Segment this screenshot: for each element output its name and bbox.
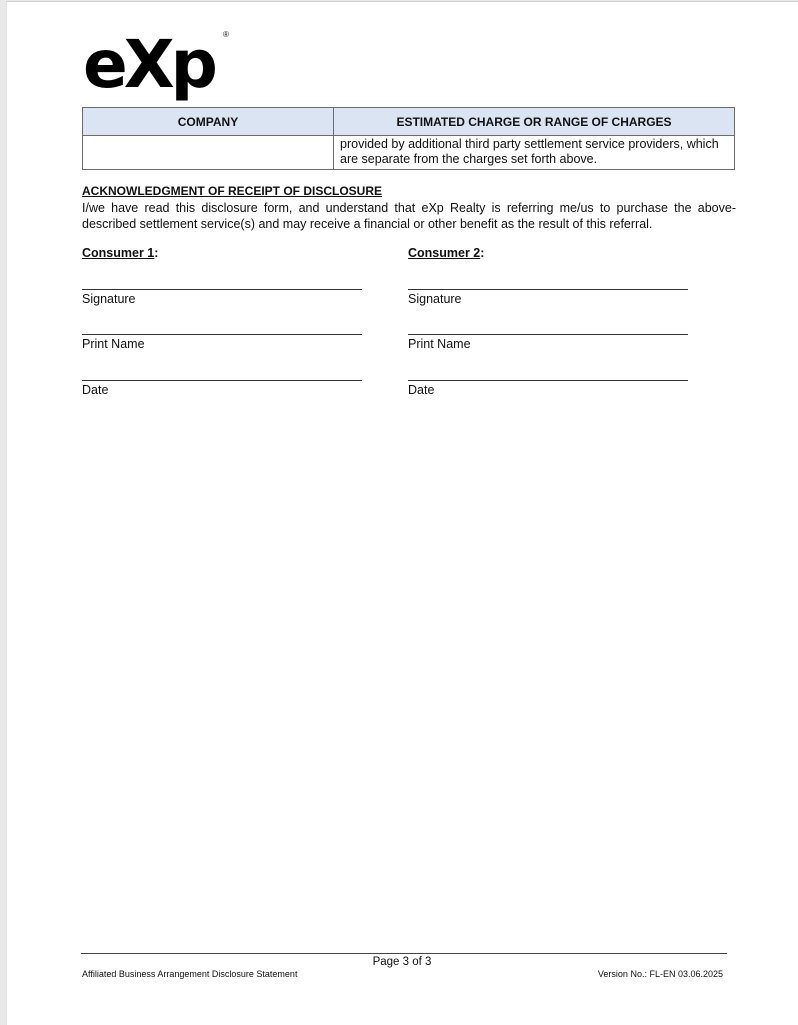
consumer-2-signature-label: Signature: [408, 292, 462, 306]
consumer-1-heading: [82, 246, 158, 260]
acknowledgment-body: I/we have read this disclosure form, and understand that eXp Realty is referring me/us to purchase the above-described settlement service(s) and may receive a financial or other benefit as the result of this referral.: [82, 201, 736, 231]
page-number: Page 3 of 3: [372, 956, 432, 968]
table-header-row: [83, 108, 735, 136]
header-estimated-charge: ESTIMATED CHARGE OR RANGE OF CHARGES: [334, 108, 735, 136]
charges-table: [82, 107, 735, 170]
consumer-2-colon: :: [480, 246, 485, 260]
consumer-1-signature-line[interactable]: [82, 289, 362, 290]
consumer-2-date-label: Date: [408, 383, 435, 397]
exp-logo: [83, 28, 243, 110]
consumer-1-signature-label: Signature: [82, 292, 136, 306]
header-company: COMPANY: [83, 108, 334, 136]
consumer-2-signature-line[interactable]: [408, 289, 688, 290]
consumer-1-colon: :: [154, 246, 159, 260]
consumer-2-print-name-label: Print Name: [408, 337, 471, 351]
footer-divider: [81, 953, 727, 954]
acknowledgment-heading: ACKNOWLEDGMENT OF RECEIPT OF DISCLOSURE: [82, 184, 382, 198]
consumer-2-label: Consumer 2: [408, 246, 481, 260]
footer-version: Version No.: FL-EN 03.06.2025: [597, 969, 723, 979]
logo-wordmark: eXp: [83, 26, 214, 103]
consumer-2-print-name-line[interactable]: [408, 334, 688, 335]
document-page: [6, 1, 798, 1025]
registered-mark: ®: [223, 30, 229, 39]
consumer-1-date-label: Date: [82, 383, 109, 397]
table-row: [83, 136, 735, 170]
consumer-1-label: Consumer 1: [82, 246, 155, 260]
footer-document-title: Affiliated Business Arrangement Disclosure Statement: [82, 969, 298, 979]
consumer-1-print-name-line[interactable]: [82, 334, 362, 335]
consumer-1-print-name-label: Print Name: [82, 337, 145, 351]
consumer-1-date-line[interactable]: [82, 380, 362, 381]
consumer-2-heading: [408, 246, 484, 260]
charge-cell: provided by additional third party settlement service providers, which are separate from the charges set forth above.: [334, 136, 735, 170]
consumer-2-date-line[interactable]: [408, 380, 688, 381]
company-cell: [83, 136, 334, 170]
